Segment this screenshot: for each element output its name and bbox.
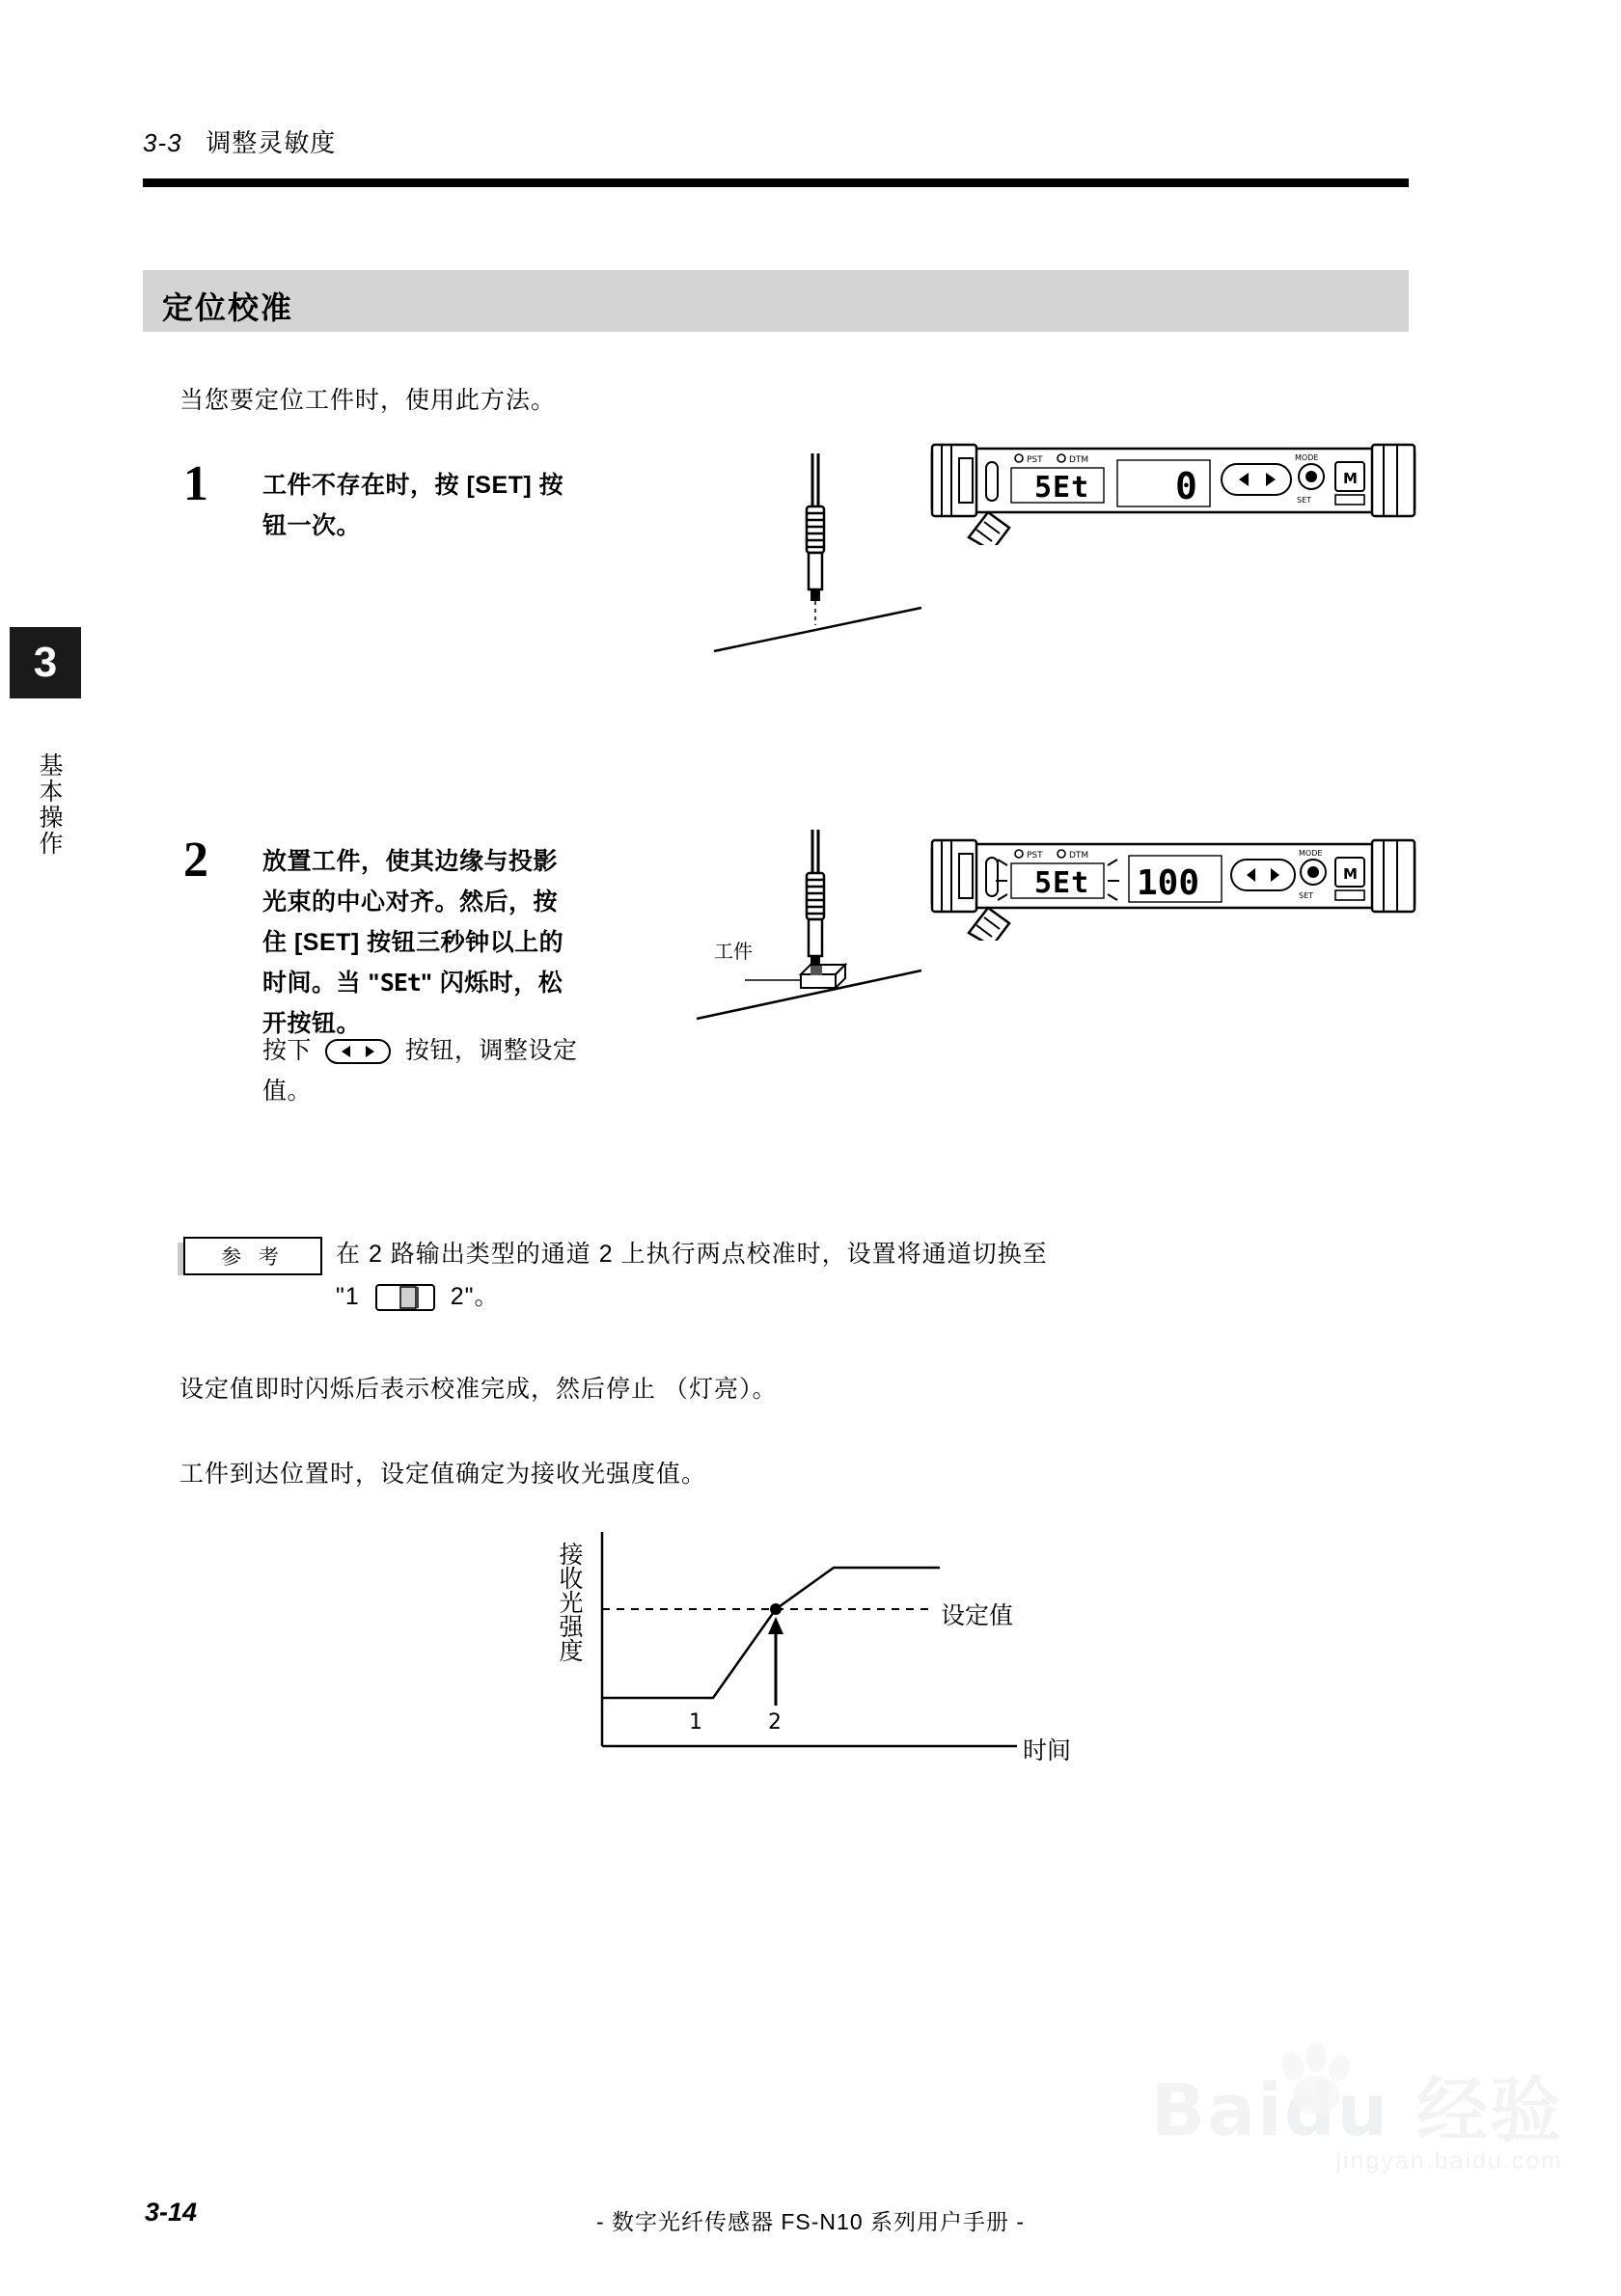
step-1-text: 工件不存在时，按 [SET] 按钮一次。 <box>262 472 564 539</box>
step-1-number: 1 <box>183 456 208 511</box>
svg-text:MODE: MODE <box>1299 849 1323 858</box>
header-section-title: 调整灵敏度 <box>206 128 337 157</box>
chapter-number: 3 <box>33 639 58 686</box>
footer-title: - 数字光纤传感器 FS-N10 系列用户手册 - <box>595 2209 1026 2234</box>
sensor-amplifier-2 <box>926 834 1428 941</box>
step-2-line-2: 光束的中心对齐。然后，按 <box>262 888 559 916</box>
svg-text:M: M <box>1343 470 1358 487</box>
step-2-line-4b: " 闪烁时，松 <box>420 970 563 997</box>
paw-icon <box>1274 2043 1360 2120</box>
svg-text:0: 0 <box>1175 465 1197 507</box>
step-2-sub-line-2: 按钮，调整设定 <box>404 1037 578 1064</box>
note-text <box>336 1233 1359 1318</box>
svg-text:SET: SET <box>1297 496 1312 505</box>
section-intro: 当您要定位工件时，使用此方法。 <box>179 387 557 414</box>
fiber-head-illustration-1 <box>656 453 946 695</box>
step-2-seg-word: SEt <box>379 969 421 997</box>
svg-text:100: 100 <box>1137 863 1200 903</box>
step-2-substep <box>262 1030 619 1111</box>
watermark-main <box>1150 2069 1563 2152</box>
svg-text:MODE: MODE <box>1295 453 1319 462</box>
step-2-sub-line-3: 值。 <box>262 1078 313 1105</box>
step-2-line-1: 放置工件，使其边缘与投影 <box>262 848 559 875</box>
header-section-number: 3-3 <box>143 128 182 157</box>
step-2-sub-line-1: 按下 <box>262 1037 313 1064</box>
workpiece-callout-label: 工件 <box>714 942 753 963</box>
chart-threshold-label: 设定值 <box>941 1602 1014 1629</box>
svg-text:SET: SET <box>1299 891 1314 900</box>
svg-text:DTM: DTM <box>1069 851 1089 861</box>
page-number: 3-14 <box>145 2198 198 2227</box>
svg-text:PST: PST <box>1027 851 1043 861</box>
step-2-line-3: 住 [SET] 按钮三秒钟以上的 <box>262 929 564 956</box>
svg-text:M: M <box>1343 865 1358 883</box>
arrow-buttons-icon <box>324 1037 392 1066</box>
step-2-text <box>262 841 610 1044</box>
page-header <box>143 123 336 159</box>
header-rule <box>143 178 1409 187</box>
watermark-main-a: Bai <box>1150 2069 1284 2152</box>
watermark-sub: jingyan.baidu.com <box>1335 2147 1563 2174</box>
paragraph-1: 设定值即时闪烁后表示校准完成，然后停止 （灯亮）。 <box>179 1376 778 1403</box>
paragraph-2: 工件到达位置时，设定值确定为接收光强度值。 <box>179 1461 707 1488</box>
chapter-tab <box>10 627 81 698</box>
svg-text:5Et: 5Et <box>1034 471 1090 505</box>
step-2-line-4: 时间。当 " <box>262 970 380 997</box>
note-line-1: 在 2 路输出类型的通道 2 上执行两点校准时，设置将通道切换至 <box>336 1241 1048 1268</box>
svg-text:5Et: 5Et <box>1034 866 1090 900</box>
channel-switch-icon <box>375 1284 435 1311</box>
chart-x-axis-label: 时间 <box>1023 1737 1072 1764</box>
svg-text:1: 1 <box>689 1710 702 1735</box>
watermark <box>1150 2069 1563 2175</box>
svg-text:PST: PST <box>1027 455 1043 465</box>
watermark-main-c: 经验 <box>1416 2069 1563 2152</box>
step-2-number: 2 <box>183 833 208 888</box>
svg-text:2: 2 <box>768 1710 782 1735</box>
sensor-amplifier-1 <box>926 439 1428 545</box>
watermark-main-b: du <box>1283 2069 1390 2152</box>
note-line-2-suffix: 2"。 <box>450 1283 500 1310</box>
svg-text:DTM: DTM <box>1069 455 1089 465</box>
note-line-2-prefix: "1 <box>336 1283 360 1310</box>
chapter-label: 基本操作 <box>36 752 63 857</box>
section-title: 定位校准 <box>162 290 294 325</box>
note-tag: 参 考 <box>183 1237 322 1275</box>
section-title-bar <box>143 270 1409 332</box>
chart-y-axis-label: 接收光强度 <box>556 1542 583 1662</box>
step-2-line-5: 开按钮。 <box>262 1010 362 1037</box>
fiber-head-illustration-2 <box>656 830 946 1042</box>
